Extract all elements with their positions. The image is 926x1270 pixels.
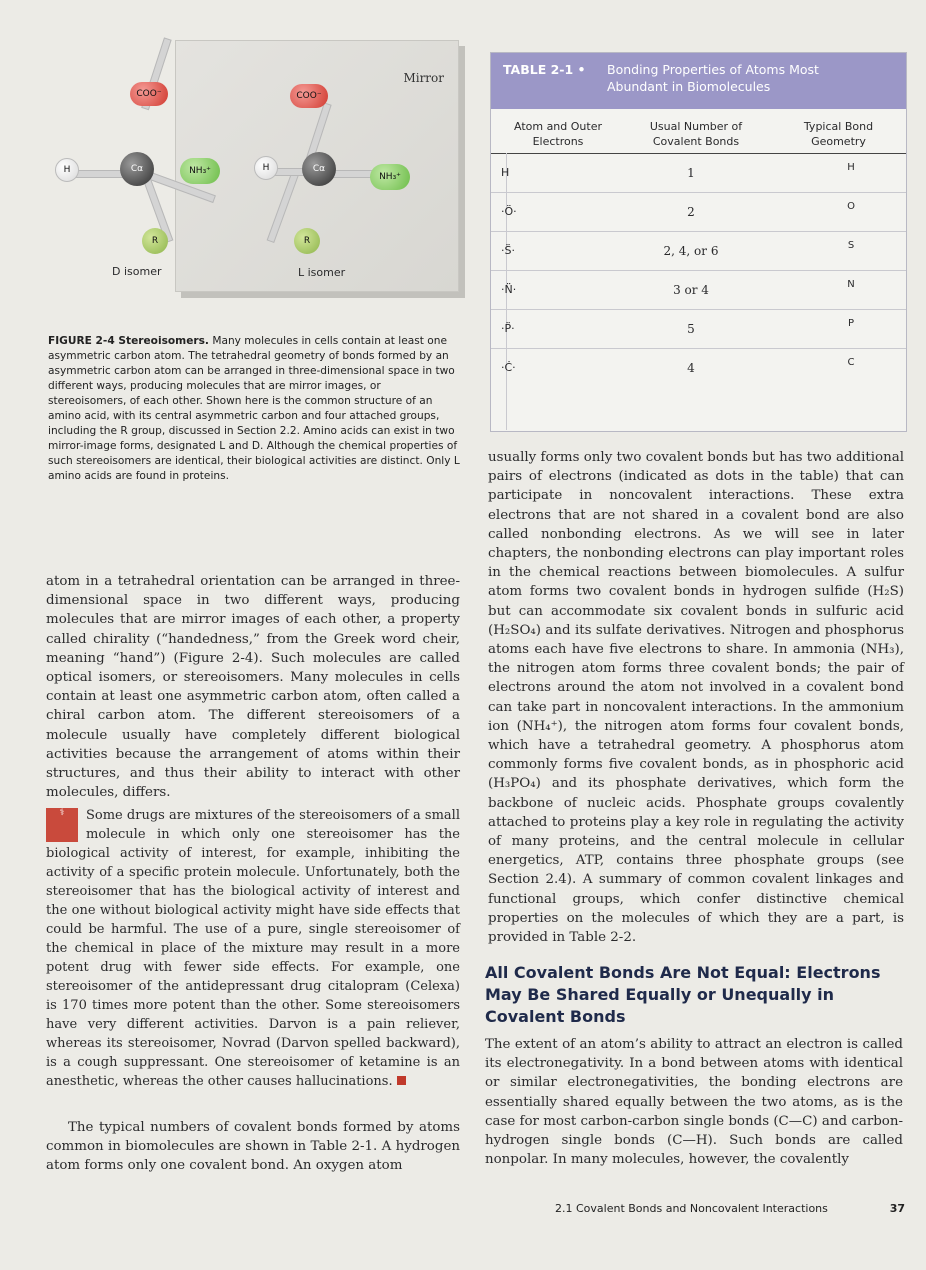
column-header-geometry: Typical Bond Geometry [803,120,874,148]
alpha-carbon: Cα [120,152,154,186]
medicine-text: Some drugs are mixtures of the stereoisomers of a small molecule in which only one stereoisomer has the biological activity of interest, for example, inhibiting the activity of a specific protein molecule. Unfortunately, both the stereoisomer that has the biological activity of interest and the one without biological activity might have side effects that could be harmful. The use of a pure, single stereoisomer of the chemical in place of the mixture may result in a more potent drug with fewer side effects. For example, one stereoisomer of the antidepressant drug citalopram (Celexa) is 170 times more potent than the other. Some stereoisomers have very different activities. Darvon is a pain reliever, whereas its stereoisomer, Novrad (Darvon spelled backward), is a cough suppressant. One stereoisomer of ketamine is an anesthetic, whereas the other causes hallucinations. [46,808,460,1089]
page-footer [555,1202,905,1215]
bonds-cell: 4 [687,361,695,375]
geometry-cell: N [847,279,855,290]
medicine-paragraph [46,806,460,1091]
table-row [491,271,906,310]
body-paragraph [46,1118,460,1176]
geometry-cell: C [847,357,855,368]
table-2-1 [490,52,907,432]
figure-2-4 [40,40,460,300]
geometry-cell: P [847,318,855,329]
table-title: Bonding Properties of Atoms Most Abundant in Biomolecules [607,62,819,94]
alpha-carbon: Cα [302,152,336,186]
geometry-cell: O [847,201,855,212]
column-header-atom: Atom and Outer Electrons [513,120,602,148]
body-text: The typical numbers of covalent bonds formed by atoms common in biomolecules are shown in Table 2-1. A hydrogen atom forms only one covalent bond. An oxygen atom [46,1120,460,1174]
caption-text: Many molecules in cells contain at least one asymmetric carbon atom. The tetrahedral geometry of bonds formed by an asymmetric carbon atom can be arranged in three-dimensional space in two different ways, producing molecules that are mirror images, or stereoisomers, of each other. Shown here is the common structure of an amino acid, with its central asymmetric carbon and four attached groups, including the R group, discussed in Section 2.2. Amino acids can exist in two mirror-image forms, designated L and D. Although the chemical properties of such stereoisomers are identical, their biological activities are distinct. Only L amino acids are found in proteins. [48,335,460,482]
atom-cell: ·Ċ· [501,361,516,374]
caption-title: FIGURE 2-4 Stereoisomers. [48,335,209,347]
geometry-cell: S [847,240,855,251]
table-number: TABLE 2-1 • [503,62,586,77]
table-row [491,154,906,193]
page-number: 37 [889,1202,905,1215]
r-group: R [142,228,168,254]
bonds-cell: 1 [687,166,695,180]
table-body [491,154,906,387]
d-isomer-label: D isomer [112,265,162,278]
table-row [491,232,906,271]
hydrogen-atom: H [55,158,79,182]
table-header [491,53,906,109]
body-paragraph: usually forms only two covalent bonds but has two additional pairs of electrons (indicated as dots in the table) that can participate in noncovalent interactions. These extra electrons that are not shared in a covalent bond are also called nonbonding electrons. As we will see in later chapters, the nonbonding electrons can play important roles in the chemical reactions between biomolecules. A sulfur atom forms two covalent bonds in hydrogen sulfide (H₂S) but can accommodate six covalent bonds in sulfuric acid (H₂SO₄) and its sulfate derivatives. Nitrogen and phosphorus atoms each have five electrons to share. In ammonia (NH₃), the nitrogen atom forms three covalent bonds; the pair of electrons around the atom not involved in a covalent bond can take part in noncovalent interactions. In the ammonium ion (NH₄⁺), the nitrogen atom forms four covalent bonds, which have a tetrahedral geometry. A phosphorus atom commonly forms five covalent bonds, as in phosphoric acid (H₃PO₄) and its phosphate derivatives, which form the backbone of nucleic acids. Phosphate groups covalently attached to proteins play a key role in regulating the activity of many proteins, and the central molecule in cellular energetics, ATP, contains three phosphate groups (see Section 2.4). A summary of common covalent linkages and functional groups, which confer distinctive chemical properties on the molecules of which they are a part, is provided in Table 2-2. [488,450,904,946]
table-column-headers [491,109,906,154]
atom-cell: H [501,166,510,179]
section-heading: All Covalent Bonds Are Not Equal: Electrons May Be Shared Equally or Unequally in Covalent Bonds [485,963,881,1026]
body-paragraph: atom in a tetrahedral orientation can be arranged in three-dimensional space in two different ways, producing molecules that are mirror images of each other, a property called chirality (“handedness,” from the Greek word cheir, meaning “hand”) (Figure 2-4). Such molecules are called optical isomers, or stereoisomers. Many molecules in cells contain at least one asymmetric carbon atom, often called a chiral carbon atom. The different stereoisomers of a molecule usually have completely different biological activities because the arrangement of atoms within their structures, and thus their ability to interact with other molecules, differs. [46,574,460,801]
body-paragraph: The extent of an atom’s ability to attract an electron is called its electronegativity. In a bond between atoms with identical or similar electronegativities, the bonding electrons are essentially shared equally between the two atoms, as is the case for most carbon-carbon single bonds (C—C) and carbon-hydrogen single bonds (C—H). Such bonds are called nonpolar. In many molecules, however, the covalently [485,1037,904,1168]
table-row [491,193,906,232]
bonds-cell: 3 or 4 [673,283,709,297]
table-row [491,310,906,349]
coo-group: COO⁻ [290,84,328,108]
table-row [491,349,906,387]
atom-cell: ·P̈· [501,322,515,335]
nh3-group: NH₃⁺ [370,164,410,190]
end-marker-icon [397,1076,406,1085]
bonds-cell: 2, 4, or 6 [663,244,719,258]
footer-section: 2.1 Covalent Bonds and Noncovalent Interactions [555,1202,828,1215]
geometry-cell: H [847,162,855,173]
bonds-cell: 2 [687,205,695,219]
atom-cell: ·Ö· [501,205,517,218]
nh3-group: NH₃⁺ [180,158,220,184]
atom-cell: ·N̈· [501,283,517,296]
medicine-icon: ⚕ [46,808,78,842]
column-header-bonds: Usual Number of Covalent Bonds [649,120,743,148]
figure-caption [48,334,460,484]
l-isomer-label: L isomer [298,266,346,279]
hydrogen-atom: H [254,156,278,180]
r-group: R [294,228,320,254]
coo-group: COO⁻ [130,82,168,106]
bonds-cell: 5 [687,322,695,336]
atom-cell: ·S̈· [501,244,515,257]
mirror-label: Mirror [403,71,444,85]
